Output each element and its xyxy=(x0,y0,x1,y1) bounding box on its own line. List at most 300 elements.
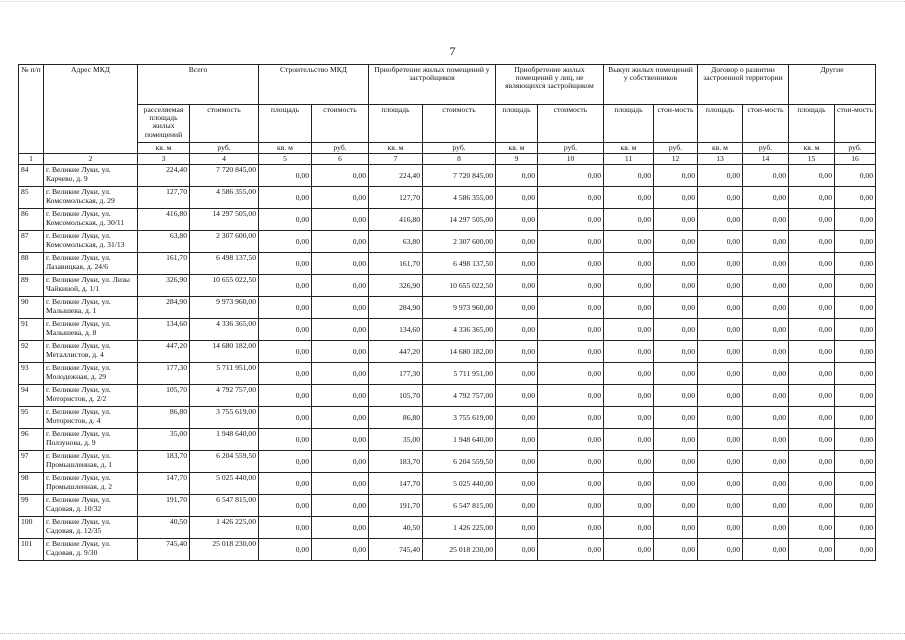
row-total-cost: 4 586 355,00 xyxy=(190,187,259,209)
row-value-cell: 0,00 xyxy=(743,253,789,275)
row-total-cost: 9 973 960,00 xyxy=(190,297,259,319)
header-unit: руб. xyxy=(654,143,698,154)
row-value-cell: 0,00 xyxy=(259,231,312,253)
header-column-number: 7 xyxy=(369,154,423,165)
row-value-cell: 0,00 xyxy=(654,297,698,319)
row-value-cell: 105,70 xyxy=(369,385,423,407)
row-value-cell: 0,00 xyxy=(604,539,654,561)
row-value-cell: 0,00 xyxy=(654,385,698,407)
row-value-cell: 0,00 xyxy=(496,539,538,561)
header-subcolumn: стои-мость xyxy=(835,105,876,143)
row-value-cell: 0,00 xyxy=(743,275,789,297)
row-value-cell: 0,00 xyxy=(789,385,835,407)
row-value-cell: 0,00 xyxy=(789,165,835,187)
header-column-number: 4 xyxy=(190,154,259,165)
row-value-cell: 0,00 xyxy=(835,429,876,451)
row-total-area: 127,70 xyxy=(138,187,190,209)
row-value-cell: 447,20 xyxy=(369,341,423,363)
row-total-area: 105,70 xyxy=(138,385,190,407)
row-address: г. Великие Луки, ул. Промышленная, д. 1 xyxy=(44,451,138,473)
row-value-cell: 147,70 xyxy=(369,473,423,495)
table-row xyxy=(19,319,876,341)
header-unit: кв. м xyxy=(698,143,743,154)
header-column-number: 11 xyxy=(604,154,654,165)
row-value-cell: 0,00 xyxy=(538,187,604,209)
row-value-cell: 0,00 xyxy=(496,253,538,275)
row-value-cell: 0,00 xyxy=(835,451,876,473)
row-total-cost: 4 792 757,00 xyxy=(190,385,259,407)
row-value-cell: 0,00 xyxy=(743,385,789,407)
table-row xyxy=(19,165,876,187)
row-value-cell: 0,00 xyxy=(743,517,789,539)
row-value-cell: 0,00 xyxy=(835,473,876,495)
row-value-cell: 0,00 xyxy=(604,297,654,319)
row-value-cell: 0,00 xyxy=(312,539,369,561)
row-number: 101 xyxy=(19,539,44,561)
row-value-cell: 0,00 xyxy=(538,473,604,495)
header-column-number: 13 xyxy=(698,154,743,165)
row-value-cell: 0,00 xyxy=(835,187,876,209)
row-value-cell: 0,00 xyxy=(538,341,604,363)
row-value-cell: 0,00 xyxy=(604,165,654,187)
header-row-units xyxy=(19,143,876,154)
header-column-number: 3 xyxy=(138,154,190,165)
row-address: г. Великие Луки, ул. Комсомольская, д. 29 xyxy=(44,187,138,209)
row-value-cell: 0,00 xyxy=(789,297,835,319)
row-value-cell: 183,70 xyxy=(369,451,423,473)
row-value-cell: 191,70 xyxy=(369,495,423,517)
row-value-cell: 0,00 xyxy=(835,495,876,517)
header-group: Приобретение жилых помещений у лиц, не являющихся застройщиком xyxy=(496,65,604,105)
row-value-cell: 0,00 xyxy=(312,407,369,429)
row-value-cell: 0,00 xyxy=(698,495,743,517)
header-col-number: № п/п xyxy=(19,65,44,154)
header-column-number: 14 xyxy=(743,154,789,165)
row-number: 95 xyxy=(19,407,44,429)
row-value-cell: 0,00 xyxy=(496,165,538,187)
row-value-cell: 0,00 xyxy=(835,385,876,407)
row-value-cell: 0,00 xyxy=(654,495,698,517)
header-subcolumn: площадь xyxy=(496,105,538,143)
row-address: г. Великие Луки, ул. Карчево, д. 9 xyxy=(44,165,138,187)
row-value-cell: 0,00 xyxy=(835,407,876,429)
row-value-cell: 0,00 xyxy=(604,187,654,209)
row-value-cell: 0,00 xyxy=(654,275,698,297)
row-value-cell: 0,00 xyxy=(538,451,604,473)
row-value-cell: 0,00 xyxy=(698,165,743,187)
row-value-cell: 0,00 xyxy=(538,253,604,275)
row-value-cell: 0,00 xyxy=(743,209,789,231)
row-total-area: 40,50 xyxy=(138,517,190,539)
row-value-cell: 0,00 xyxy=(698,187,743,209)
row-value-cell: 0,00 xyxy=(654,451,698,473)
row-value-cell: 0,00 xyxy=(789,429,835,451)
row-value-cell: 0,00 xyxy=(604,407,654,429)
row-address: г. Великие Луки, ул. Малышева, д. 8 xyxy=(44,319,138,341)
header-row-sub xyxy=(19,105,876,143)
row-total-cost: 1 948 640,00 xyxy=(190,429,259,451)
row-value-cell: 0,00 xyxy=(604,495,654,517)
row-value-cell: 0,00 xyxy=(835,253,876,275)
row-number: 85 xyxy=(19,187,44,209)
header-column-number: 6 xyxy=(312,154,369,165)
page-number: 7 xyxy=(449,44,456,58)
table-row xyxy=(19,473,876,495)
row-number: 94 xyxy=(19,385,44,407)
row-number: 97 xyxy=(19,451,44,473)
header-subcolumn: стои-мость xyxy=(743,105,789,143)
row-total-cost: 14 680 182,00 xyxy=(190,341,259,363)
row-total-cost: 4 336 365,00 xyxy=(190,319,259,341)
row-value-cell: 0,00 xyxy=(698,385,743,407)
table-row xyxy=(19,385,876,407)
header-row-groups xyxy=(19,65,876,105)
row-total-area: 161,70 xyxy=(138,253,190,275)
row-value-cell: 326,90 xyxy=(369,275,423,297)
row-value-cell: 0,00 xyxy=(743,363,789,385)
header-column-number: 1 xyxy=(19,154,44,165)
row-value-cell: 0,00 xyxy=(789,363,835,385)
row-value-cell: 0,00 xyxy=(538,539,604,561)
row-value-cell: 0,00 xyxy=(538,407,604,429)
row-value-cell: 0,00 xyxy=(789,187,835,209)
row-number: 84 xyxy=(19,165,44,187)
row-value-cell: 0,00 xyxy=(312,165,369,187)
header-unit: руб. xyxy=(835,143,876,154)
header-unit: руб. xyxy=(312,143,369,154)
row-value-cell: 0,00 xyxy=(743,231,789,253)
row-number: 96 xyxy=(19,429,44,451)
row-value-cell: 0,00 xyxy=(538,165,604,187)
row-value-cell: 0,00 xyxy=(789,231,835,253)
row-value-cell: 0,00 xyxy=(538,517,604,539)
row-total-area: 63,80 xyxy=(138,231,190,253)
row-value-cell: 0,00 xyxy=(743,539,789,561)
row-value-cell: 0,00 xyxy=(789,517,835,539)
row-value-cell: 5 025 440,00 xyxy=(423,473,496,495)
row-value-cell: 0,00 xyxy=(654,165,698,187)
row-value-cell: 3 755 619,00 xyxy=(423,407,496,429)
row-value-cell: 0,00 xyxy=(496,363,538,385)
header-subcolumn: площадь xyxy=(259,105,312,143)
row-number: 99 xyxy=(19,495,44,517)
row-value-cell: 127,70 xyxy=(369,187,423,209)
row-value-cell: 0,00 xyxy=(604,451,654,473)
row-total-area: 416,80 xyxy=(138,209,190,231)
row-address: г. Великие Луки, ул. Металлистов, д. 4 xyxy=(44,341,138,363)
row-value-cell: 10 655 022,50 xyxy=(423,275,496,297)
row-value-cell: 0,00 xyxy=(496,385,538,407)
table-body xyxy=(19,165,876,561)
row-value-cell: 7 720 845,00 xyxy=(423,165,496,187)
row-total-area: 86,80 xyxy=(138,407,190,429)
row-value-cell: 0,00 xyxy=(789,319,835,341)
row-value-cell: 0,00 xyxy=(312,187,369,209)
row-value-cell: 0,00 xyxy=(743,341,789,363)
header-unit: руб. xyxy=(423,143,496,154)
row-value-cell: 0,00 xyxy=(654,187,698,209)
row-value-cell: 1 426 225,00 xyxy=(423,517,496,539)
row-value-cell: 6 547 815,00 xyxy=(423,495,496,517)
row-value-cell: 0,00 xyxy=(698,451,743,473)
table-row xyxy=(19,517,876,539)
row-value-cell: 0,00 xyxy=(496,495,538,517)
row-total-area: 191,70 xyxy=(138,495,190,517)
row-number: 100 xyxy=(19,517,44,539)
row-value-cell: 0,00 xyxy=(604,209,654,231)
row-value-cell: 14 297 505,00 xyxy=(423,209,496,231)
row-value-cell: 0,00 xyxy=(835,297,876,319)
row-value-cell: 0,00 xyxy=(698,429,743,451)
row-value-cell: 161,70 xyxy=(369,253,423,275)
row-value-cell: 0,00 xyxy=(538,297,604,319)
header-column-number: 15 xyxy=(789,154,835,165)
row-value-cell: 0,00 xyxy=(743,495,789,517)
row-total-cost: 25 018 230,00 xyxy=(190,539,259,561)
row-total-cost: 2 307 600,00 xyxy=(190,231,259,253)
row-value-cell: 4 336 365,00 xyxy=(423,319,496,341)
header-unit: руб. xyxy=(190,143,259,154)
header-subcolumn: стоимость xyxy=(312,105,369,143)
row-value-cell: 0,00 xyxy=(538,209,604,231)
row-value-cell: 224,40 xyxy=(369,165,423,187)
row-value-cell: 0,00 xyxy=(654,407,698,429)
row-total-cost: 10 655 022,50 xyxy=(190,275,259,297)
row-value-cell: 0,00 xyxy=(604,385,654,407)
row-value-cell: 0,00 xyxy=(654,209,698,231)
row-value-cell: 0,00 xyxy=(312,473,369,495)
row-value-cell: 0,00 xyxy=(654,363,698,385)
row-value-cell: 0,00 xyxy=(698,473,743,495)
row-value-cell: 0,00 xyxy=(312,319,369,341)
row-value-cell: 0,00 xyxy=(604,319,654,341)
row-total-cost: 1 426 225,00 xyxy=(190,517,259,539)
table-row xyxy=(19,407,876,429)
row-value-cell: 0,00 xyxy=(312,385,369,407)
table-row xyxy=(19,275,876,297)
row-value-cell: 0,00 xyxy=(538,231,604,253)
row-value-cell: 0,00 xyxy=(259,363,312,385)
header-column-number: 2 xyxy=(44,154,138,165)
table-row xyxy=(19,451,876,473)
row-value-cell: 63,80 xyxy=(369,231,423,253)
row-value-cell: 0,00 xyxy=(604,253,654,275)
header-group: Приобретение жилых помещений у застройщиков xyxy=(369,65,496,105)
header-subcolumn: площадь xyxy=(604,105,654,143)
row-value-cell: 0,00 xyxy=(538,429,604,451)
header-col-address: Адрес МКД xyxy=(44,65,138,154)
row-address: г. Великие Луки, ул. Промышленная, д. 2 xyxy=(44,473,138,495)
row-value-cell: 0,00 xyxy=(654,319,698,341)
row-value-cell: 0,00 xyxy=(743,297,789,319)
row-value-cell: 416,80 xyxy=(369,209,423,231)
row-total-cost: 5 025 440,00 xyxy=(190,473,259,495)
row-total-cost: 5 711 951,00 xyxy=(190,363,259,385)
row-value-cell: 0,00 xyxy=(789,275,835,297)
row-value-cell: 0,00 xyxy=(538,385,604,407)
row-total-area: 745,40 xyxy=(138,539,190,561)
row-value-cell: 0,00 xyxy=(654,253,698,275)
row-value-cell: 0,00 xyxy=(496,209,538,231)
row-value-cell: 5 711 951,00 xyxy=(423,363,496,385)
header-group: Другие xyxy=(789,65,876,105)
header-column-number: 9 xyxy=(496,154,538,165)
table-row xyxy=(19,429,876,451)
row-total-area: 147,70 xyxy=(138,473,190,495)
row-address: г. Великие Луки, ул. Садовая, д. 10/32 xyxy=(44,495,138,517)
table-row xyxy=(19,297,876,319)
row-address: г. Великие Луки, ул. Комсомольская, д. 30/11 xyxy=(44,209,138,231)
row-value-cell: 0,00 xyxy=(259,473,312,495)
row-value-cell: 0,00 xyxy=(698,341,743,363)
row-value-cell: 0,00 xyxy=(496,429,538,451)
row-value-cell: 0,00 xyxy=(312,275,369,297)
header-subcolumn: стоимость xyxy=(423,105,496,143)
row-value-cell: 0,00 xyxy=(835,319,876,341)
table-row xyxy=(19,495,876,517)
row-value-cell: 0,00 xyxy=(789,495,835,517)
row-value-cell: 0,00 xyxy=(259,385,312,407)
table-row xyxy=(19,341,876,363)
row-address: г. Великие Луки, ул. Садовая, д. 9/30 xyxy=(44,539,138,561)
row-address: г. Великие Луки, ул. Садовая, д. 12/35 xyxy=(44,517,138,539)
row-value-cell: 0,00 xyxy=(654,429,698,451)
header-row-numbers xyxy=(19,154,876,165)
row-value-cell: 0,00 xyxy=(698,363,743,385)
row-address: г. Великие Луки, ул. Мотористов, д. 4 xyxy=(44,407,138,429)
header-unit: руб. xyxy=(538,143,604,154)
row-value-cell: 0,00 xyxy=(698,407,743,429)
row-value-cell: 0,00 xyxy=(698,539,743,561)
row-value-cell: 25 018 230,00 xyxy=(423,539,496,561)
row-total-cost: 6 498 137,50 xyxy=(190,253,259,275)
row-value-cell: 0,00 xyxy=(259,517,312,539)
row-total-cost: 6 547 815,00 xyxy=(190,495,259,517)
row-value-cell: 0,00 xyxy=(654,517,698,539)
row-number: 91 xyxy=(19,319,44,341)
row-address: г. Великие Луки, ул. Мотористов, д. 2/2 xyxy=(44,385,138,407)
row-value-cell: 0,00 xyxy=(259,429,312,451)
row-number: 87 xyxy=(19,231,44,253)
row-total-area: 224,40 xyxy=(138,165,190,187)
row-total-area: 183,70 xyxy=(138,451,190,473)
row-value-cell: 0,00 xyxy=(259,341,312,363)
row-value-cell: 0,00 xyxy=(259,209,312,231)
row-value-cell: 745,40 xyxy=(369,539,423,561)
row-value-cell: 9 973 960,00 xyxy=(423,297,496,319)
row-value-cell: 0,00 xyxy=(496,473,538,495)
row-value-cell: 0,00 xyxy=(835,209,876,231)
row-value-cell: 0,00 xyxy=(259,275,312,297)
header-subcolumn: расселяемая площадь жилых помещений xyxy=(138,105,190,143)
row-number: 89 xyxy=(19,275,44,297)
row-value-cell: 0,00 xyxy=(698,253,743,275)
row-value-cell: 0,00 xyxy=(743,429,789,451)
row-value-cell: 0,00 xyxy=(604,429,654,451)
row-value-cell: 0,00 xyxy=(604,231,654,253)
row-number: 93 xyxy=(19,363,44,385)
row-value-cell: 0,00 xyxy=(312,451,369,473)
row-value-cell: 0,00 xyxy=(654,539,698,561)
table-row xyxy=(19,253,876,275)
row-value-cell: 0,00 xyxy=(743,407,789,429)
row-value-cell: 0,00 xyxy=(259,539,312,561)
header-unit: кв. м xyxy=(604,143,654,154)
row-value-cell: 0,00 xyxy=(538,275,604,297)
row-value-cell: 0,00 xyxy=(312,253,369,275)
header-subcolumn: площадь xyxy=(369,105,423,143)
header-unit: руб. xyxy=(743,143,789,154)
row-value-cell: 0,00 xyxy=(604,517,654,539)
row-value-cell: 0,00 xyxy=(789,341,835,363)
header-group: Всего xyxy=(138,65,259,105)
row-value-cell: 0,00 xyxy=(604,363,654,385)
row-address: г. Великие Луки, ул. Лизы Чайкиной, д. 1/1 xyxy=(44,275,138,297)
header-column-number: 12 xyxy=(654,154,698,165)
row-address: г. Великие Луки, ул. Молодежная, д. 29 xyxy=(44,363,138,385)
row-value-cell: 0,00 xyxy=(496,341,538,363)
row-value-cell: 0,00 xyxy=(312,231,369,253)
row-value-cell: 0,00 xyxy=(259,165,312,187)
row-value-cell: 0,00 xyxy=(538,319,604,341)
header-column-number: 16 xyxy=(835,154,876,165)
row-value-cell: 0,00 xyxy=(496,275,538,297)
row-value-cell: 0,00 xyxy=(654,231,698,253)
row-value-cell: 0,00 xyxy=(538,363,604,385)
scan-edge-bottom xyxy=(0,633,905,635)
table-header xyxy=(19,65,876,165)
header-unit: кв. м xyxy=(138,143,190,154)
row-value-cell: 14 680 182,00 xyxy=(423,341,496,363)
row-value-cell: 0,00 xyxy=(312,341,369,363)
row-value-cell: 6 498 137,50 xyxy=(423,253,496,275)
row-value-cell: 0,00 xyxy=(259,407,312,429)
row-value-cell: 0,00 xyxy=(698,517,743,539)
row-value-cell: 0,00 xyxy=(496,297,538,319)
row-value-cell: 0,00 xyxy=(698,231,743,253)
row-value-cell: 0,00 xyxy=(698,319,743,341)
row-value-cell: 0,00 xyxy=(743,451,789,473)
row-value-cell: 0,00 xyxy=(789,473,835,495)
row-value-cell: 177,30 xyxy=(369,363,423,385)
row-value-cell: 0,00 xyxy=(259,319,312,341)
row-address: г. Великие Луки, ул. Комсомольская, д. 31/13 xyxy=(44,231,138,253)
row-number: 88 xyxy=(19,253,44,275)
header-group: Договор о развитии застроенной территории xyxy=(698,65,789,105)
row-value-cell: 0,00 xyxy=(654,341,698,363)
row-value-cell: 0,00 xyxy=(312,297,369,319)
row-value-cell: 0,00 xyxy=(259,187,312,209)
resettlement-table xyxy=(18,64,876,561)
row-value-cell: 0,00 xyxy=(698,275,743,297)
row-value-cell: 0,00 xyxy=(743,319,789,341)
row-value-cell: 134,60 xyxy=(369,319,423,341)
header-subcolumn: стоимость xyxy=(190,105,259,143)
row-total-cost: 7 720 845,00 xyxy=(190,165,259,187)
header-group: Выкуп жилых помещений у собственников xyxy=(604,65,698,105)
row-value-cell: 0,00 xyxy=(496,231,538,253)
row-value-cell: 0,00 xyxy=(496,451,538,473)
row-value-cell: 0,00 xyxy=(496,187,538,209)
row-address: г. Великие Луки, ул. Малышева, д. 1 xyxy=(44,297,138,319)
header-group: Строительство МКД xyxy=(259,65,369,105)
row-value-cell: 0,00 xyxy=(789,253,835,275)
table-row xyxy=(19,209,876,231)
row-value-cell: 0,00 xyxy=(259,253,312,275)
row-value-cell: 0,00 xyxy=(835,363,876,385)
row-number: 92 xyxy=(19,341,44,363)
row-value-cell: 284,90 xyxy=(369,297,423,319)
